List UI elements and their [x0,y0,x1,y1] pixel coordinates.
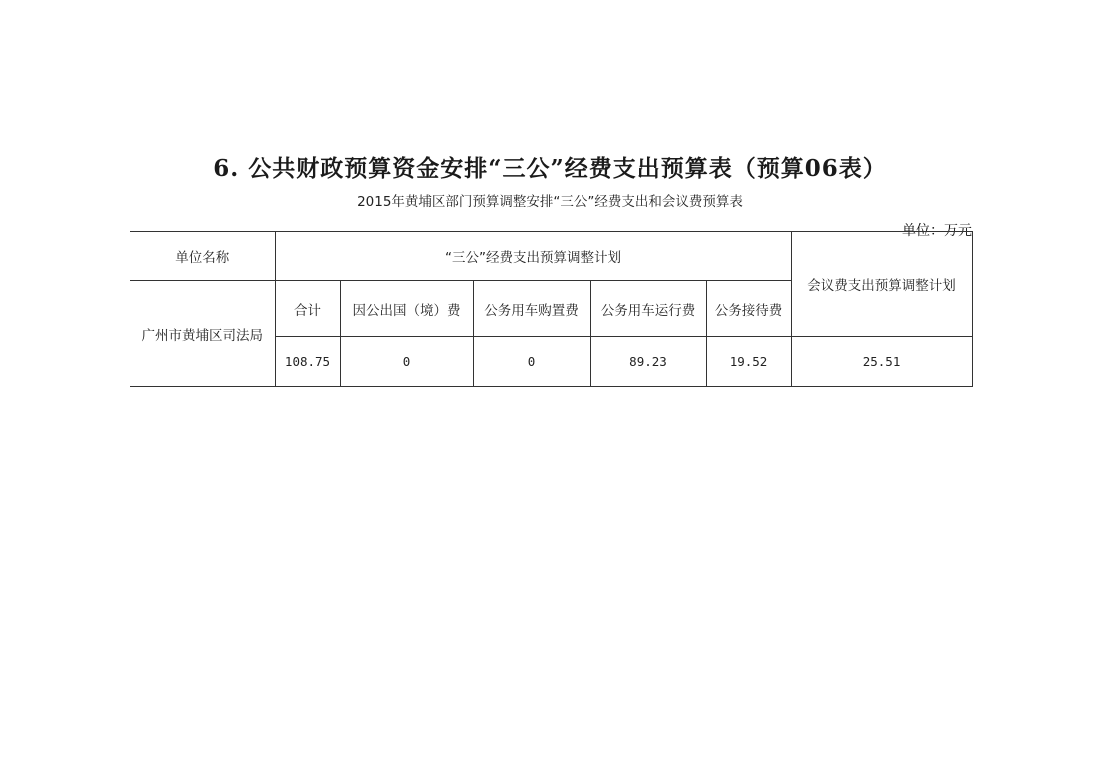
header-car-purchase: 公务用车购置费 [473,281,590,337]
header-row-1 [130,232,972,281]
page-title: 6. 公共财政预算资金安排“三公”经费支出预算表（预算06表） [213,155,887,182]
header-reception: 公务接待费 [706,281,791,337]
cell-total: 108.75 [275,337,340,387]
page-subtitle: 2015年黄埔区部门预算调整安排“三公”经费支出和会议费预算表 [357,194,743,210]
header-unit-name: 单位名称 [130,232,275,281]
cell-meeting: 25.51 [791,337,972,387]
header-total: 合计 [275,281,340,337]
header-car-operation: 公务用车运行费 [590,281,706,337]
cell-overseas: 0 [340,337,473,387]
cell-car-purchase: 0 [473,337,590,387]
header-meeting-plan: 会议费支出预算调整计划 [791,232,972,337]
header-sangong-plan: “三公”经费支出预算调整计划 [275,232,791,281]
budget-table [130,231,973,387]
header-overseas: 因公出国（境）费 [340,281,473,337]
cell-unit-name: 广州市黄埔区司法局 [130,281,275,387]
cell-car-operation: 89.23 [590,337,706,387]
cell-reception: 19.52 [706,337,791,387]
unit-label: 单位：万元 [902,223,972,239]
